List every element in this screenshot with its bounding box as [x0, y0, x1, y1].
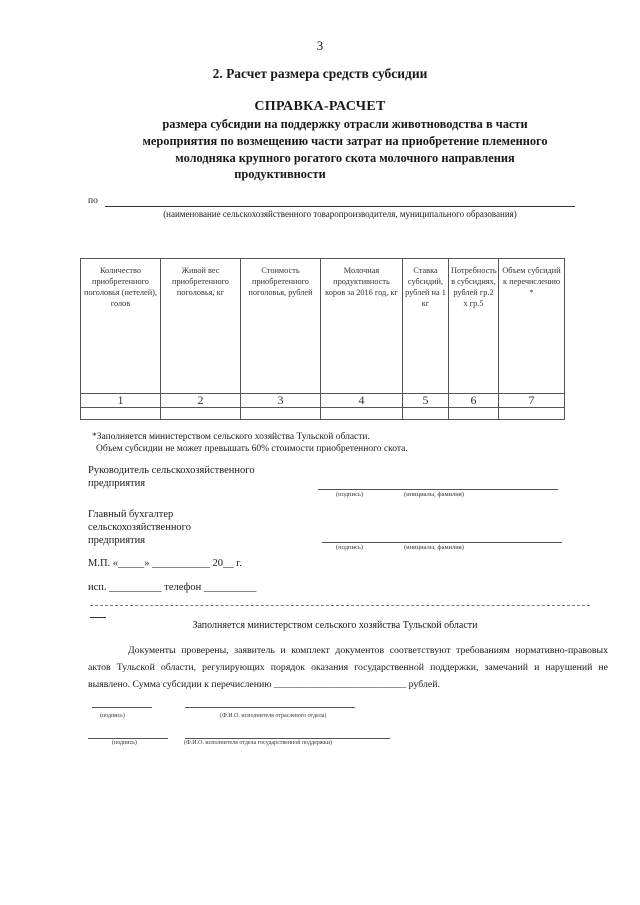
table-header-cell: Живой вес приобретенного поголовья, кг [161, 259, 241, 394]
table-cell[interactable] [81, 408, 161, 420]
subtitle-line: молодняка крупного рогатого скота молочного направления [175, 151, 515, 165]
executor-name-field[interactable] [185, 707, 355, 708]
section-title: 2. Расчет размера средств субсидии [212, 66, 428, 81]
table-data-row[interactable] [81, 408, 565, 420]
accountant-label-line: предприятия [88, 535, 146, 546]
column-number: 7 [499, 394, 565, 408]
table-cell[interactable] [321, 408, 403, 420]
head-label-line: предприятия [88, 478, 146, 489]
head-sign-caption: (подпись) [336, 491, 363, 498]
support-signature-field[interactable] [88, 738, 168, 739]
document-title: СПРАВКА-РАСЧЕТ [254, 99, 386, 114]
subtitle-line: продуктивности [234, 167, 326, 181]
column-number: 5 [403, 394, 449, 408]
accountant-signature-label [88, 508, 191, 547]
producer-name-field[interactable] [105, 206, 575, 207]
subtitle-line: мероприятия по возмещению части затрат на приобретение племенного [142, 134, 548, 148]
table-header-cell: Объем субсидий к перечислению * [499, 259, 565, 394]
document-subtitle [95, 116, 595, 167]
head-signature-label [88, 464, 255, 490]
column-number: 1 [81, 394, 161, 408]
accountant-sign-caption: (подпись) [336, 544, 363, 551]
accountant-name-caption: (инициалы, фамилия) [404, 544, 464, 551]
support-name-caption: (Ф.И.О. исполнителя отдела государственной поддержки) [184, 740, 333, 746]
table-header-row [81, 259, 565, 394]
support-sign-caption: (подпись) [112, 740, 137, 746]
table-header-cell: Потребность в субсидиях, рублей гр.2 х гр.5 [449, 259, 499, 394]
executor-sign-caption: (подпись) [100, 713, 125, 719]
table-cell[interactable] [161, 408, 241, 420]
executor-name-caption: (Ф.И.О. исполнителя отраслевого отдела) [220, 713, 327, 719]
column-number: 3 [241, 394, 321, 408]
subtitle-line: размера субсидии на поддержку отрасли животноводства в части [162, 117, 528, 131]
page-number: 3 [316, 38, 324, 53]
footnote-limit: Объем субсидии не может превышать 60% стоимости приобретенного скота. [96, 444, 408, 454]
executor-signature-field[interactable] [92, 707, 152, 708]
column-number: 2 [161, 394, 241, 408]
accountant-label-line: Главный бухгалтер [88, 509, 174, 520]
stamp-date-line[interactable]: М.П. «_____» ___________ 20__ г. [88, 558, 242, 569]
po-label: по [88, 196, 98, 206]
head-name-caption: (инициалы, фамилия) [404, 491, 464, 498]
head-signature-field[interactable] [318, 489, 558, 490]
table-header-cell: Стоимость приобретенного поголовья, рублей [241, 259, 321, 394]
head-label-line: Руководитель сельскохозяйственного [88, 465, 255, 476]
separator-mark [90, 617, 106, 618]
table-cell[interactable] [241, 408, 321, 420]
support-name-field[interactable] [185, 738, 390, 739]
accountant-label-line: сельскохозяйственного [88, 522, 191, 533]
accountant-signature-field[interactable] [322, 542, 562, 543]
table-header-cell: Молочная продуктивность коров за 2016 год, кг [321, 259, 403, 394]
column-number: 4 [321, 394, 403, 408]
column-number: 6 [449, 394, 499, 408]
executor-phone-line[interactable]: исп. __________ телефон __________ [88, 582, 257, 593]
table-header-cell: Ставка субсидий, рублей на 1 кг [403, 259, 449, 394]
subsidy-calculation-table [80, 258, 565, 420]
producer-name-caption: (наименование сельскохозяйственного товаропроизводителя, муниципального образования) [163, 209, 517, 219]
table-cell[interactable] [499, 408, 565, 420]
table-cell[interactable] [403, 408, 449, 420]
ministry-verification-paragraph: Документы проверены, заявитель и комплект документов соответствуют требованиям нормативно-правовых актов Тульской области, регулирующих порядок оказания государственной поддержки, замечаний и нарушений не выявлено. Сумма субсидии к перечислению ___________________________ рублей. [88, 645, 608, 690]
table-cell[interactable] [449, 408, 499, 420]
footnote-ministry: *Заполняется министерством сельского хозяйства Тульской области. [92, 432, 370, 442]
table-number-row [81, 394, 565, 408]
ministry-section-title: Заполняется министерством сельского хозяйства Тульской области [192, 620, 478, 631]
table-header-cell: Количество приобретенного поголовья (нетелей), голов [81, 259, 161, 394]
separator-line [90, 605, 590, 606]
